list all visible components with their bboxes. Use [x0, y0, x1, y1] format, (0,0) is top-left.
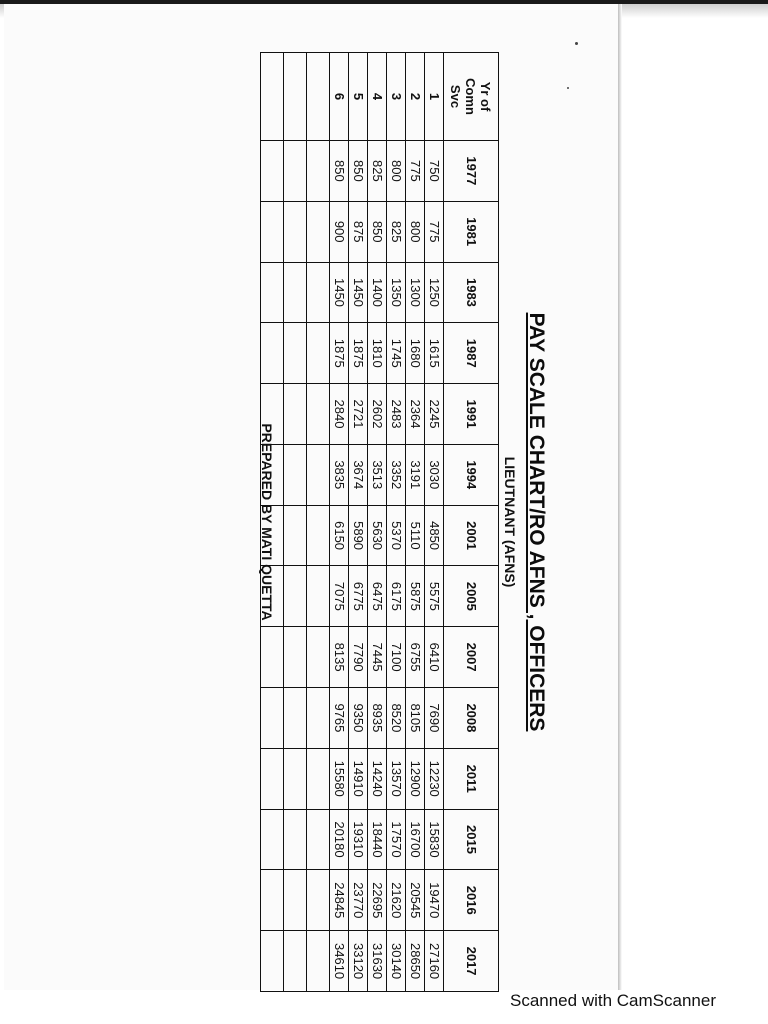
header-year: 1983: [444, 262, 499, 323]
pay-cell: 6175: [387, 566, 406, 627]
pay-cell: 20180: [330, 809, 349, 870]
pay-cell: 14240: [368, 748, 387, 809]
empty-cell: [307, 627, 330, 688]
table-row: [330, 53, 349, 992]
pay-cell: 19470: [425, 870, 444, 931]
pay-cell: 900: [330, 201, 349, 262]
table-row: [406, 53, 425, 992]
empty-cell: [284, 141, 307, 202]
pay-cell: 3352: [387, 444, 406, 505]
pay-cell: 20545: [406, 870, 425, 931]
pay-cell: 19310: [349, 809, 368, 870]
pay-cell: 1400: [368, 262, 387, 323]
pay-cell: 2840: [330, 384, 349, 445]
pay-cell: 22695: [368, 870, 387, 931]
pay-cell: 8520: [387, 688, 406, 749]
pay-cell: 825: [368, 141, 387, 202]
pay-cell: 9765: [330, 688, 349, 749]
svc-cell: 2: [406, 53, 425, 141]
empty-cell: [307, 141, 330, 202]
pay-cell: 5890: [349, 505, 368, 566]
scanner-watermark: Scanned with CamScanner: [509, 991, 716, 1010]
header-year: 2016: [444, 870, 499, 931]
pay-cell: 31630: [368, 931, 387, 992]
empty-row: [284, 53, 307, 992]
pay-cell: 7100: [387, 627, 406, 688]
pay-cell: 5875: [406, 566, 425, 627]
pay-cell: 23770: [349, 870, 368, 931]
pay-cell: 2483: [387, 384, 406, 445]
pay-cell: 6755: [406, 627, 425, 688]
empty-cell: [307, 444, 330, 505]
pay-cell: 5370: [387, 505, 406, 566]
svc-cell: 6: [330, 53, 349, 141]
empty-cell: [307, 384, 330, 445]
pay-cell: 850: [349, 141, 368, 202]
pay-cell: 7445: [368, 627, 387, 688]
pay-cell: 5575: [425, 566, 444, 627]
pay-cell: 30140: [387, 931, 406, 992]
pay-cell: 6410: [425, 627, 444, 688]
pay-cell: 12900: [406, 748, 425, 809]
empty-cell: [307, 931, 330, 992]
pay-cell: 1250: [425, 262, 444, 323]
pay-cell: 27160: [425, 931, 444, 992]
pay-cell: 1875: [349, 323, 368, 384]
pay-cell: 875: [349, 201, 368, 262]
pay-cell: 2364: [406, 384, 425, 445]
empty-cell: [284, 53, 307, 141]
pay-cell: 8105: [406, 688, 425, 749]
pay-cell: 1450: [330, 262, 349, 323]
header-year: 1977: [444, 141, 499, 202]
empty-cell: [284, 444, 307, 505]
empty-cell: [307, 262, 330, 323]
pay-cell: 24845: [330, 870, 349, 931]
stray-mark: [567, 87, 569, 89]
empty-cell: [284, 262, 307, 323]
empty-cell: [284, 323, 307, 384]
table-header-row: [444, 53, 499, 992]
paper-edge-shadow: [618, 4, 622, 990]
rotated-pay-chart: [251, 52, 551, 992]
pay-cell: 7075: [330, 566, 349, 627]
header-year: 1987: [444, 323, 499, 384]
pay-cell: 12230: [425, 748, 444, 809]
header-year: 2011: [444, 748, 499, 809]
pay-cell: 6775: [349, 566, 368, 627]
empty-cell: [284, 627, 307, 688]
pay-cell: 9350: [349, 688, 368, 749]
empty-cell: [284, 505, 307, 566]
empty-cell: [307, 505, 330, 566]
pay-cell: 18440: [368, 809, 387, 870]
empty-cell: [307, 870, 330, 931]
pay-cell: 3674: [349, 444, 368, 505]
empty-cell: [307, 201, 330, 262]
pay-cell: 1875: [330, 323, 349, 384]
table-row: [387, 53, 406, 992]
pay-cell: 750: [425, 141, 444, 202]
pay-cell: 1350: [387, 262, 406, 323]
svc-cell: 5: [349, 53, 368, 141]
pay-cell: 2602: [368, 384, 387, 445]
pay-cell: 3513: [368, 444, 387, 505]
empty-cell: [284, 748, 307, 809]
pay-cell: 775: [406, 141, 425, 202]
pay-cell: 34610: [330, 931, 349, 992]
pay-cell: 6150: [330, 505, 349, 566]
table-row: [349, 53, 368, 992]
pay-cell: 2245: [425, 384, 444, 445]
pay-cell: 4850: [425, 505, 444, 566]
chart-subtitle: LIEUTNANT (AFNS): [502, 456, 518, 588]
pay-cell: 5630: [368, 505, 387, 566]
header-year: 1981: [444, 201, 499, 262]
empty-cell: [284, 931, 307, 992]
prepared-by-footer: PREPARED BY MATI QUETTA: [259, 423, 275, 621]
empty-cell: [307, 53, 330, 141]
pay-cell: 8135: [330, 627, 349, 688]
pay-cell: 1680: [406, 323, 425, 384]
header-year: 2005: [444, 566, 499, 627]
pay-cell: 1615: [425, 323, 444, 384]
header-year: 1994: [444, 444, 499, 505]
empty-cell: [284, 201, 307, 262]
pay-cell: 15580: [330, 748, 349, 809]
pay-cell: 6475: [368, 566, 387, 627]
pay-cell: 850: [368, 201, 387, 262]
pay-cell: 14910: [349, 748, 368, 809]
empty-cell: [307, 688, 330, 749]
pay-cell: 1300: [406, 262, 425, 323]
pay-cell: 1810: [368, 323, 387, 384]
pay-cell: 13570: [387, 748, 406, 809]
svc-cell: 3: [387, 53, 406, 141]
stray-mark: [575, 42, 578, 45]
empty-cell: [284, 688, 307, 749]
table-row: [425, 53, 444, 992]
empty-cell: [307, 323, 330, 384]
pay-cell: 775: [425, 201, 444, 262]
empty-cell: [307, 566, 330, 627]
header-year: 2008: [444, 688, 499, 749]
pay-cell: 3030: [425, 444, 444, 505]
pay-cell: 825: [387, 201, 406, 262]
pay-cell: 33120: [349, 931, 368, 992]
pay-cell: 21620: [387, 870, 406, 931]
pay-cell: 7690: [425, 688, 444, 749]
header-year: 2015: [444, 809, 499, 870]
header-yr-of-comn-svc: Yr of Comn Svc: [444, 53, 499, 141]
pay-cell: 16700: [406, 809, 425, 870]
empty-cell: [307, 748, 330, 809]
pay-cell: 800: [387, 141, 406, 202]
empty-cell: [284, 384, 307, 445]
svc-cell: 4: [368, 53, 387, 141]
pay-cell: 800: [406, 201, 425, 262]
svc-cell: 1: [425, 53, 444, 141]
pay-cell: 17570: [387, 809, 406, 870]
pay-cell: 3835: [330, 444, 349, 505]
table-row: [368, 53, 387, 992]
empty-cell: [284, 566, 307, 627]
pay-cell: 5110: [406, 505, 425, 566]
empty-cell: [307, 809, 330, 870]
empty-row: [307, 53, 330, 992]
pay-cell: 15830: [425, 809, 444, 870]
pay-cell: 2721: [349, 384, 368, 445]
empty-cell: [284, 809, 307, 870]
header-year: 2001: [444, 505, 499, 566]
chart-title: PAY SCALE CHART/RO AFNS , OFFICERS: [525, 312, 548, 732]
pay-cell: 1745: [387, 323, 406, 384]
header-year: 2017: [444, 931, 499, 992]
pay-cell: 28650: [406, 931, 425, 992]
header-year: 1991: [444, 384, 499, 445]
pay-cell: 7790: [349, 627, 368, 688]
pay-cell: 850: [330, 141, 349, 202]
pay-scale-table: [260, 52, 499, 992]
pay-cell: 8935: [368, 688, 387, 749]
pay-cell: 1450: [349, 262, 368, 323]
header-year: 2007: [444, 627, 499, 688]
pay-cell: 3191: [406, 444, 425, 505]
empty-cell: [284, 870, 307, 931]
